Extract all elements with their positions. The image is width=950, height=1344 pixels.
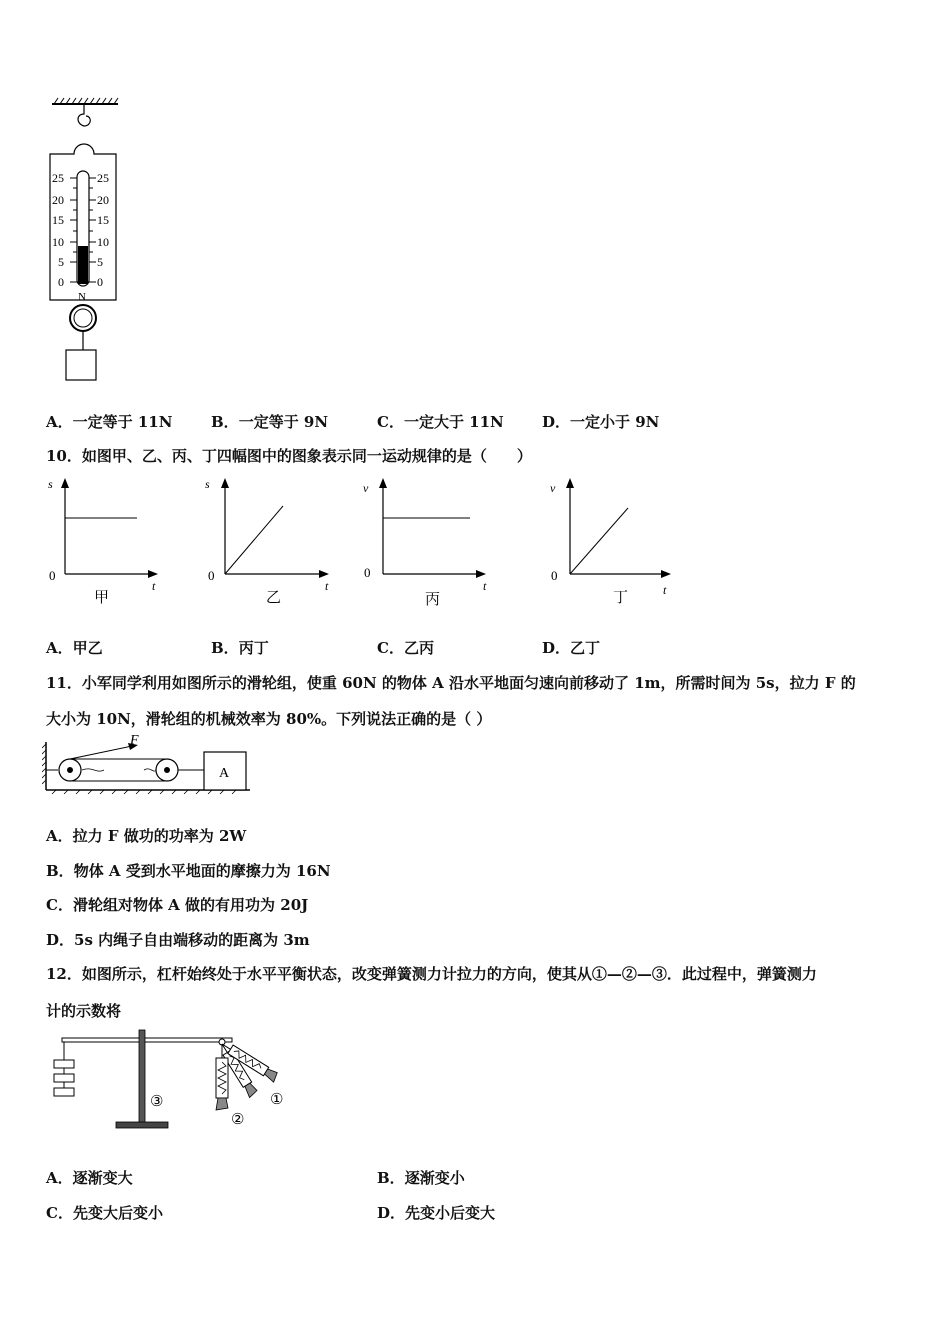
graph-bing-ylabel: v: [363, 481, 369, 495]
lever-mark-3: ③: [150, 1094, 164, 1110]
option-label: A．: [46, 413, 73, 431]
option-label: C．: [377, 413, 404, 431]
graph-bing: [358, 474, 498, 610]
q12-stem-line2: 计的示数将: [46, 1002, 122, 1020]
q9-option-a[interactable]: [46, 411, 172, 432]
q11-stem-line2: 大小为 10N，滑轮组的机械效率为 80%。下列说法正确的是（ ）: [46, 710, 492, 728]
option-label: B．: [211, 413, 239, 431]
graph-ding-xlabel: t: [663, 583, 667, 597]
graph-yi-caption: 乙: [266, 590, 282, 606]
scale-left-10: 10: [52, 235, 64, 249]
graph-jia-origin: 0: [49, 568, 56, 583]
option-label: B．: [377, 1169, 405, 1187]
option-label: A．: [46, 827, 73, 845]
scale-unit: N: [78, 291, 86, 303]
scale-left-25: 25: [52, 171, 64, 185]
option-label: A．: [46, 1169, 73, 1187]
lever-mark-2: ②: [231, 1112, 245, 1128]
option-label: D．: [46, 931, 75, 949]
option-text: 5s 内绳子自由端移动的距离为 3m: [74, 931, 310, 949]
option-label: C．: [377, 639, 404, 657]
option-label: D．: [542, 413, 571, 431]
option-text: 物体 A 受到水平地面的摩擦力为 16N: [73, 862, 331, 880]
graph-bing-caption: 丙: [425, 592, 441, 608]
graph-ding-origin: 0: [551, 568, 558, 583]
graph-ding-caption: 丁: [613, 590, 629, 606]
option-text: 拉力 F 做功的功率为 2W: [72, 827, 247, 845]
option-text: 甲乙: [72, 639, 103, 657]
lever-mark-1: ①: [270, 1092, 284, 1108]
block-a-label: A: [219, 766, 230, 781]
graph-yi-xlabel: t: [325, 579, 329, 593]
graph-bing-origin: 0: [364, 565, 371, 580]
q11-option-b[interactable]: [46, 860, 331, 881]
graph-ding: [545, 474, 680, 610]
graph-jia: [40, 474, 170, 610]
option-label: B．: [46, 862, 74, 880]
q12-stem-line1: 12．如图所示，杠杆始终处于水平平衡状态，改变弹簧测力计拉力的方向，使其从①—②—③．此过程中，弹簧测力: [46, 965, 817, 983]
option-text: 先变大后变小: [72, 1204, 163, 1222]
q11-option-c[interactable]: [46, 894, 308, 915]
scale-left-5: 5: [58, 255, 64, 269]
spring-scale-figure: [40, 96, 140, 388]
scale-left-15: 15: [52, 213, 64, 227]
option-text: 先变小后变大: [405, 1204, 496, 1222]
scale-right-20: 20: [97, 193, 109, 207]
option-label: B．: [211, 639, 239, 657]
scale-right-25: 25: [97, 171, 109, 185]
scale-right-10: 10: [97, 235, 109, 249]
q9-option-d[interactable]: [542, 411, 659, 432]
option-label: C．: [46, 1204, 73, 1222]
scale-left-0: 0: [58, 275, 64, 289]
option-text: 一定小于 9N: [570, 413, 660, 431]
pulley-system-figure: [42, 734, 254, 796]
q10-option-c[interactable]: [377, 637, 434, 658]
force-label-f: F: [130, 734, 139, 748]
lever-figure: [42, 1028, 302, 1132]
option-text: 一定等于 11N: [72, 413, 173, 431]
graph-jia-caption: 甲: [94, 590, 110, 606]
graph-bing-xlabel: t: [483, 579, 487, 593]
scale-right-0: 0: [97, 275, 103, 289]
q10-option-d[interactable]: [542, 637, 600, 658]
q11-stem-line1: 11．小军同学利用如图所示的滑轮组，使重 60N 的物体 A 沿水平地面匀速向前移动了 1m，所需时间为 5s，拉力 F 的: [46, 674, 856, 692]
scale-right-5: 5: [97, 255, 103, 269]
q12-option-d[interactable]: [377, 1202, 495, 1223]
q12-option-b[interactable]: [377, 1167, 465, 1188]
option-text: 乙丙: [403, 639, 434, 657]
graph-yi-origin: 0: [208, 568, 215, 583]
graph-yi-ylabel: s: [205, 477, 210, 491]
scale-left-20: 20: [52, 193, 64, 207]
option-text: 逐渐变小: [404, 1169, 465, 1187]
option-text: 逐渐变大: [72, 1169, 133, 1187]
graph-ding-ylabel: v: [550, 481, 556, 495]
option-label: A．: [46, 639, 73, 657]
q10-option-b[interactable]: [211, 637, 269, 658]
graph-yi: [203, 474, 338, 610]
q9-option-b[interactable]: [211, 411, 328, 432]
option-text: 滑轮组对物体 A 做的有用功为 20J: [72, 896, 309, 914]
q9-option-c[interactable]: [377, 411, 504, 432]
q10-option-a[interactable]: [46, 637, 103, 658]
scale-right-15: 15: [97, 213, 109, 227]
q11-option-a[interactable]: [46, 825, 246, 846]
q12-option-a[interactable]: [46, 1167, 133, 1188]
q10-stem: 10．如图甲、乙、丙、丁四幅图中的图象表示同一运动规律的是（ ）: [46, 447, 532, 465]
option-label: D．: [542, 639, 571, 657]
graph-jia-ylabel: s: [48, 477, 53, 491]
option-label: D．: [377, 1204, 406, 1222]
option-text: 乙丁: [570, 639, 601, 657]
option-label: C．: [46, 896, 73, 914]
option-text: 一定等于 9N: [238, 413, 329, 431]
q11-option-d[interactable]: [46, 929, 310, 950]
option-text: 丙丁: [238, 639, 269, 657]
graph-jia-xlabel: t: [152, 579, 156, 593]
q12-option-c[interactable]: [46, 1202, 163, 1223]
option-text: 一定大于 11N: [403, 413, 504, 431]
